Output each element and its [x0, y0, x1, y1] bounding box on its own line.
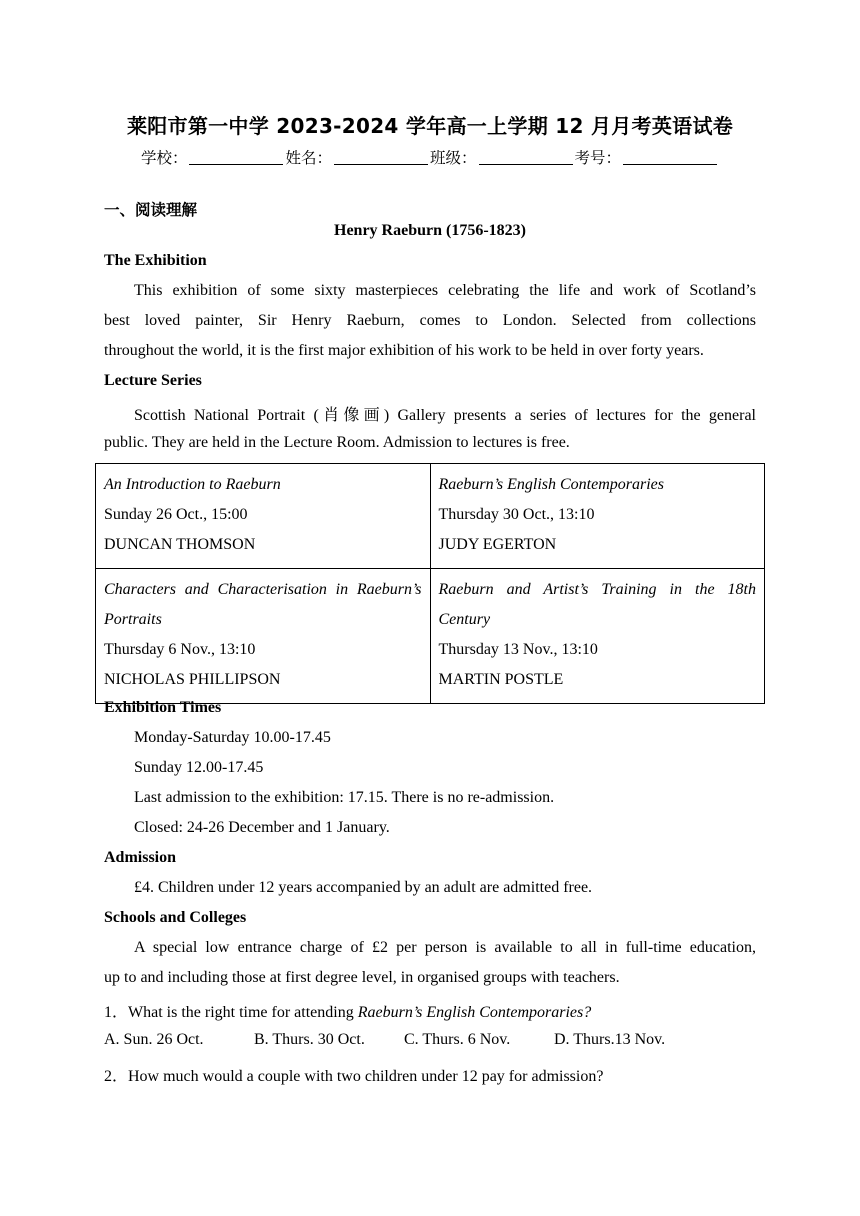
times-line: Monday-Saturday 10.00-17.45 [134, 729, 331, 746]
schools-paragraph-line-2: up to and including those at first degree level, in organised groups with teachers. [104, 969, 620, 986]
table-row [96, 464, 765, 569]
option-b[interactable]: B. Thurs. 30 Oct. [254, 1031, 365, 1048]
lecture-cell [96, 569, 431, 704]
admission-text: £4. Children under 12 years accompanied by an adult are admitted free. [134, 879, 593, 896]
times-line: Last admission to the exhibition: 17.15. There is no re-admission. [134, 789, 555, 806]
student-info-line [0, 146, 860, 168]
lecture-date: Thursday 30 Oct., 13:10 [438, 506, 595, 523]
lecture-title: Raeburn’s English Contemporaries [438, 476, 664, 493]
lecture-speaker: JUDY EGERTON [438, 536, 557, 553]
lecture-paragraph-line-1: Scottish National Portrait (肖像画) Gallery presents a series of lectures for the general [134, 407, 756, 424]
lecture-cell [430, 569, 765, 704]
question-1-text: 1．What is the right time for attending [104, 1004, 358, 1021]
school-label: 学校： [140, 149, 188, 167]
lecture-date: Sunday 26 Oct., 15:00 [104, 506, 248, 523]
exhibition-paragraph-line-1: This exhibition of some sixty masterpieces celebrating the life and work of Scotland’s [134, 282, 756, 299]
option-d[interactable]: D. Thurs.13 Nov. [554, 1031, 666, 1048]
passage-title: Henry Raeburn (1756-1823) [334, 222, 526, 239]
admission-heading: Admission [104, 849, 177, 866]
times-heading: Exhibition Times [104, 699, 222, 716]
section-heading: 一、阅读理解 [104, 201, 198, 219]
exam-title: 莱阳市第一中学 2023-2024 学年高一上学期 12 月月考英语试卷 [126, 114, 734, 138]
times-line: Closed: 24-26 December and 1 January. [134, 819, 390, 836]
option-c[interactable]: C. Thurs. 6 Nov. [404, 1031, 511, 1048]
exam-number-blank[interactable] [623, 150, 717, 165]
lecture-title: An Introduction to Raeburn [104, 476, 281, 493]
lecture-cell [96, 464, 431, 569]
lecture-table [95, 463, 765, 704]
question-1 [104, 999, 756, 1022]
lecture-date: Thursday 13 Nov., 13:10 [438, 641, 598, 658]
school-blank[interactable] [189, 150, 283, 165]
lecture-speaker: MARTIN POSTLE [438, 671, 564, 688]
lecture-speaker: NICHOLAS PHILLIPSON [104, 671, 281, 688]
exam-number-label: 考号： [574, 149, 622, 167]
lecture-speaker: DUNCAN THOMSON [104, 536, 256, 553]
lecture-title: Characters and Characterisation in Raeburn’s Portraits [104, 581, 422, 628]
name-label: 姓名： [285, 149, 332, 167]
schools-paragraph-line-1: A special low entrance charge of £2 per person is available to all in full-time education, [134, 939, 756, 956]
option-a[interactable]: A. Sun. 26 Oct. [104, 1031, 204, 1048]
class-label: 班级： [430, 149, 477, 167]
exhibition-paragraph-line-2: best loved painter, Sir Henry Raeburn, comes to London. Selected from collections [104, 312, 756, 329]
schools-heading: Schools and Colleges [104, 909, 247, 926]
question-1-italic-text: Raeburn’s English Contemporaries? [357, 1004, 592, 1021]
lecture-date: Thursday 6 Nov., 13:10 [104, 641, 256, 658]
name-blank[interactable] [334, 150, 428, 165]
exhibition-heading: The Exhibition [104, 252, 207, 269]
question-1-options [104, 1031, 665, 1049]
exhibition-paragraph-line-3: throughout the world, it is the first major exhibition of his work to be held in over forty years. [104, 342, 704, 359]
class-blank[interactable] [479, 150, 573, 165]
question-2: 2．How much would a couple with two children under 12 pay for admission? [104, 1068, 604, 1085]
lecture-paragraph-line-2: public. They are held in the Lecture Room. Admission to lectures is free. [104, 434, 570, 451]
lecture-heading: Lecture Series [104, 372, 202, 389]
lecture-title: Raeburn and Artist’s Training in the 18th Century [438, 581, 756, 628]
table-row [96, 569, 765, 704]
times-line: Sunday 12.00-17.45 [134, 759, 264, 776]
lecture-cell [430, 464, 765, 569]
